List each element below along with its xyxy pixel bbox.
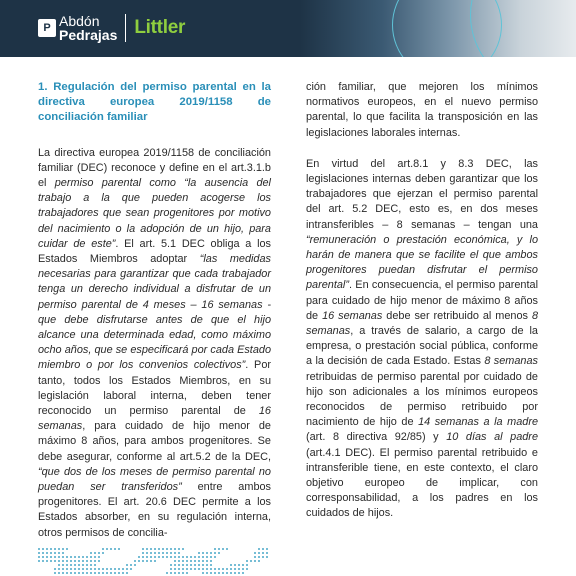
map-dot [186,564,188,566]
map-dot [182,572,184,574]
map-dot [206,564,208,566]
map-dot [98,556,100,558]
map-dot [222,548,224,550]
map-dot [98,552,100,554]
map-dot [90,564,92,566]
map-dot [66,568,68,570]
map-dot [206,568,208,570]
map-dot [238,568,240,570]
map-dot [62,560,64,562]
map-dot [62,572,64,574]
map-dot [102,568,104,570]
map-dot [206,560,208,562]
map-dot [182,556,184,558]
map-dot [226,548,228,550]
map-dot [126,568,128,570]
map-dot [102,548,104,550]
map-dot [190,568,192,570]
page-header [0,0,576,57]
map-dot [194,560,196,562]
map-dot [178,552,180,554]
map-dot [146,556,148,558]
map-dot [154,560,156,562]
map-dot [66,556,68,558]
map-dot [66,572,68,574]
map-dot [154,556,156,558]
map-dot [86,560,88,562]
map-dot [58,548,60,550]
map-dot [38,548,40,550]
map-dot [166,552,168,554]
map-dot [222,572,224,574]
map-dot [90,560,92,562]
map-dot [210,568,212,570]
map-dot [62,548,64,550]
map-dot [242,568,244,570]
map-dot [82,556,84,558]
map-dot [222,568,224,570]
map-dot [178,560,180,562]
map-dot [150,552,152,554]
map-dot [38,556,40,558]
map-dot [162,552,164,554]
map-dot [190,556,192,558]
map-dot [174,568,176,570]
map-dot [218,572,220,574]
map-dot [38,560,40,562]
map-dot [42,548,44,550]
left-column [38,80,271,557]
map-dot [174,552,176,554]
map-dot [250,560,252,562]
firm-name [59,14,117,42]
map-dot [126,572,128,574]
map-dot [86,556,88,558]
map-dot [174,560,176,562]
map-dot [210,564,212,566]
map-dot [246,564,248,566]
right-column [306,80,538,538]
map-dot [202,560,204,562]
map-dot [54,572,56,574]
map-dot [110,568,112,570]
map-dot [78,564,80,566]
map-dot [50,552,52,554]
map-dot [262,556,264,558]
text-run: . El art. 5.1 DEC obliga a los Estados Miembros adoptar [38,237,271,266]
map-dot [118,572,120,574]
map-dot [178,556,180,558]
map-dot [90,552,92,554]
map-dot [198,564,200,566]
map-dot [54,556,56,558]
map-dot [74,564,76,566]
map-dot [142,560,144,562]
map-dot [242,564,244,566]
map-dot [54,560,56,562]
italic-text-run: “las medidas necesarias para garantizar que cada trabajador tenga un derecho individual a disfrutar de un permiso parental de 4 meses – 16 semanas - que debe disfrutarse antes de que el hijo alcance una determinada edad, como máximo ocho años, que se especificará por cada Estado miembro o por los convenios colectivos” [38,253,271,372]
text-run: (art. 8 directiva 92/85) y [306,431,447,444]
map-dot [66,548,68,550]
map-dot [170,552,172,554]
map-dot [210,552,212,554]
map-dot [258,556,260,558]
map-dot [158,556,160,558]
map-dot [186,556,188,558]
map-dot [114,572,116,574]
map-dot [170,568,172,570]
map-dot [58,568,60,570]
map-dot [42,552,44,554]
map-dot [186,572,188,574]
map-dot [202,568,204,570]
map-dot [102,572,104,574]
map-dot [70,568,72,570]
body-paragraph [306,157,538,522]
body-paragraph [38,146,271,541]
map-dot [174,556,176,558]
map-dot [238,564,240,566]
map-dot [182,568,184,570]
map-dot [90,568,92,570]
map-dot [122,568,124,570]
map-dot [46,548,48,550]
map-dot [206,572,208,574]
map-dot [94,552,96,554]
map-dot [158,552,160,554]
map-dot [210,556,212,558]
firm-name-line1: Abdón [59,13,100,29]
map-dot [214,552,216,554]
map-dot [78,560,80,562]
map-dot [150,556,152,558]
map-dot [194,556,196,558]
map-dot [242,572,244,574]
map-dot [58,552,60,554]
map-dot [158,548,160,550]
map-dot [258,548,260,550]
map-dot [262,552,264,554]
italic-text-run: 10 días al padre [446,431,538,444]
map-dot [230,572,232,574]
decorative-arc [470,0,576,57]
firm-logo [38,14,185,42]
map-dot [94,560,96,562]
map-dot [178,548,180,550]
text-run: (art.4.1 DEC). El permiso parental retribuido e intransferible tiene, en este contexto, el claro objetivo europeo de implicar, con corresponsabilidad, a los padres en los cuidados de hijos. [306,446,538,520]
map-dot [162,548,164,550]
map-dot [218,552,220,554]
map-dot [150,548,152,550]
italic-text-run: 14 semanas a la madre [418,416,539,429]
map-dot [106,548,108,550]
map-dot [62,552,64,554]
map-dot [94,572,96,574]
map-dot [186,568,188,570]
map-dot [82,572,84,574]
text-run: La directiva europea 2019/1158 de conciliación familiar (DEC) reconoce y define en el art.3.1.b el [38,146,271,190]
map-dot [154,548,156,550]
map-dot [214,568,216,570]
map-dot [62,556,64,558]
map-dot [178,572,180,574]
map-dot [142,548,144,550]
map-dot [186,560,188,562]
map-dot [190,564,192,566]
map-dot [58,572,60,574]
map-dot [214,572,216,574]
map-dot [238,572,240,574]
map-dot [130,564,132,566]
map-dot [62,564,64,566]
map-dot [170,556,172,558]
map-dot [254,556,256,558]
map-dot [90,572,92,574]
map-dot [170,564,172,566]
map-dot [118,568,120,570]
map-dot [74,572,76,574]
map-dot [122,572,124,574]
map-dot [54,568,56,570]
text-run: , para cuidado de hijo menor de máximo 8 años, para ambos progenitores. Se debe asegurar, conforme al art.5.2 de la DEC, [38,420,271,463]
map-dot [230,568,232,570]
map-dot [166,572,168,574]
map-dot [98,568,100,570]
text-run: retribuidas de permiso parental por cuidado de hijo son adicionales a los mínimos europeos reconocidos de permiso retribuido por nacimiento de hijo de [306,370,538,429]
map-dot [46,556,48,558]
map-dot [66,560,68,562]
map-dot [70,564,72,566]
map-dot [106,572,108,574]
italic-text-run: 8 semanas [484,355,538,368]
map-dot [110,548,112,550]
map-dot [198,556,200,558]
map-dot [110,572,112,574]
map-dot [114,548,116,550]
italic-text-run: 8 semanas [306,309,538,338]
map-dot [174,548,176,550]
map-dot [190,560,192,562]
logo-divider [125,14,126,42]
map-dot [210,560,212,562]
map-dot [202,556,204,558]
map-dot [166,556,168,558]
map-dot [162,556,164,558]
map-dot [118,548,120,550]
map-dot [106,568,108,570]
map-dot [86,568,88,570]
map-dot [38,552,40,554]
map-dot [46,560,48,562]
map-dot [198,552,200,554]
map-dot [202,564,204,566]
map-dot [218,568,220,570]
map-dot [130,568,132,570]
text-run: En virtud del art.8.1 y 8.3 DEC, las legislaciones internas deben garantizar que los trabajadores que ejerzan el permiso parental del art. 5.2 DEC, esto es, en dos meses intransferibles – 8 semanas – tengan una [306,157,538,231]
map-dot [246,560,248,562]
map-dot [254,560,256,562]
map-dot [198,568,200,570]
map-dot [178,568,180,570]
map-dot [254,552,256,554]
map-dot [66,564,68,566]
map-dot [262,548,264,550]
map-dot [74,560,76,562]
map-dot [258,552,260,554]
map-dot [54,548,56,550]
world-map-graphic [38,548,268,576]
map-dot [146,552,148,554]
map-dot [174,572,176,574]
map-dot [230,564,232,566]
map-dot [178,564,180,566]
map-dot [182,560,184,562]
map-dot [166,548,168,550]
map-dot [170,548,172,550]
map-dot [154,552,156,554]
map-dot [86,572,88,574]
map-dot [58,560,60,562]
map-dot [174,564,176,566]
map-dot [70,560,72,562]
map-dot [62,568,64,570]
italic-text-run: 16 semanas [38,405,271,433]
map-dot [146,560,148,562]
text-run: . En consecuencia, el permiso parental para cuidado de hijo menor de máximo 8 años de [306,279,538,322]
map-dot [58,556,60,558]
map-dot [134,564,136,566]
map-dot [234,564,236,566]
map-dot [78,568,80,570]
map-dot [46,552,48,554]
map-dot [170,572,172,574]
map-dot [182,564,184,566]
map-dot [82,568,84,570]
map-dot [78,556,80,558]
map-dot [78,572,80,574]
map-dot [194,568,196,570]
text-run: . Por tanto, todos los Estados Miembros, en su legislación laboral interna, deben tener reconocido un permiso parental de [38,359,271,418]
map-dot [98,572,100,574]
map-dot [86,564,88,566]
map-dot [194,564,196,566]
map-dot [74,568,76,570]
brand-mark-icon: P [38,19,56,37]
map-dot [266,552,268,554]
map-dot [42,560,44,562]
map-dot [74,556,76,558]
map-dot [58,564,60,566]
map-dot [70,556,72,558]
map-dot [218,548,220,550]
map-dot [90,556,92,558]
map-dot [54,552,56,554]
map-dot [206,556,208,558]
map-dot [42,556,44,558]
map-dot [50,560,52,562]
map-dot [142,556,144,558]
map-dot [266,556,268,558]
map-dot [50,556,52,558]
map-dot [226,568,228,570]
map-dot [182,548,184,550]
map-dot [198,560,200,562]
body-paragraph: ción familiar, que mejoren los mínimos normativos europeos, en el nuevo permiso parental, lo que facilita la transposición en las legislaciones laborales internas. [306,81,538,139]
section-heading: 1. Regulación del permiso parental en la directiva europea 2019/1158 de conciliación familiar [38,81,271,124]
firm-name-line2: Pedrajas [59,27,118,43]
map-dot [206,552,208,554]
map-dot [70,572,72,574]
map-dot [98,560,100,562]
map-dot [146,548,148,550]
map-dot [234,568,236,570]
map-dot [50,548,52,550]
map-dot [138,556,140,558]
map-dot [94,556,96,558]
map-dot [134,560,136,562]
italic-text-run: “que dos de los meses de permiso parental no puedan ser transferidos” [38,465,271,494]
map-dot [138,560,140,562]
map-dot [126,564,128,566]
map-dot [246,568,248,570]
map-dot [266,548,268,550]
italic-text-run: permiso parental como “la ausencia del trabajo a la que pueden acogerse los trabajadores que sean progenitores por motivo del nacimiento o la adopción de un hijo, para cuidar de este” [38,177,271,250]
text-run: , a través de salario, a cargo de la empresa, o prestación social pública, conforme a la decisión de cada Estado. Estas [306,325,538,368]
map-dot [202,552,204,554]
map-dot [226,572,228,574]
map-dot [102,552,104,554]
italic-text-run: 16 semanas [322,309,383,322]
map-dot [142,552,144,554]
map-dot [202,572,204,574]
map-dot [234,572,236,574]
map-dot [114,568,116,570]
map-dot [150,560,152,562]
map-dot [94,564,96,566]
map-dot [214,548,216,550]
map-dot [258,560,260,562]
text-run: debe ser retribuido al menos [382,309,532,322]
italic-text-run: “remuneración o prestación económica, y lo harán de manera que se facilite el que ambos progenitores puedan disfrutar el permiso parental” [306,233,538,292]
partner-brand: Littler [134,17,186,38]
map-dot [82,564,84,566]
map-dot [82,560,84,562]
map-dot [94,568,96,570]
text-run: entre ambos progenitores. El art. 20.6 DEC permite a los Estados absorber, en su regulación interna, otros permisos de concilia- [38,481,271,539]
map-dot [210,572,212,574]
map-dot [214,556,216,558]
